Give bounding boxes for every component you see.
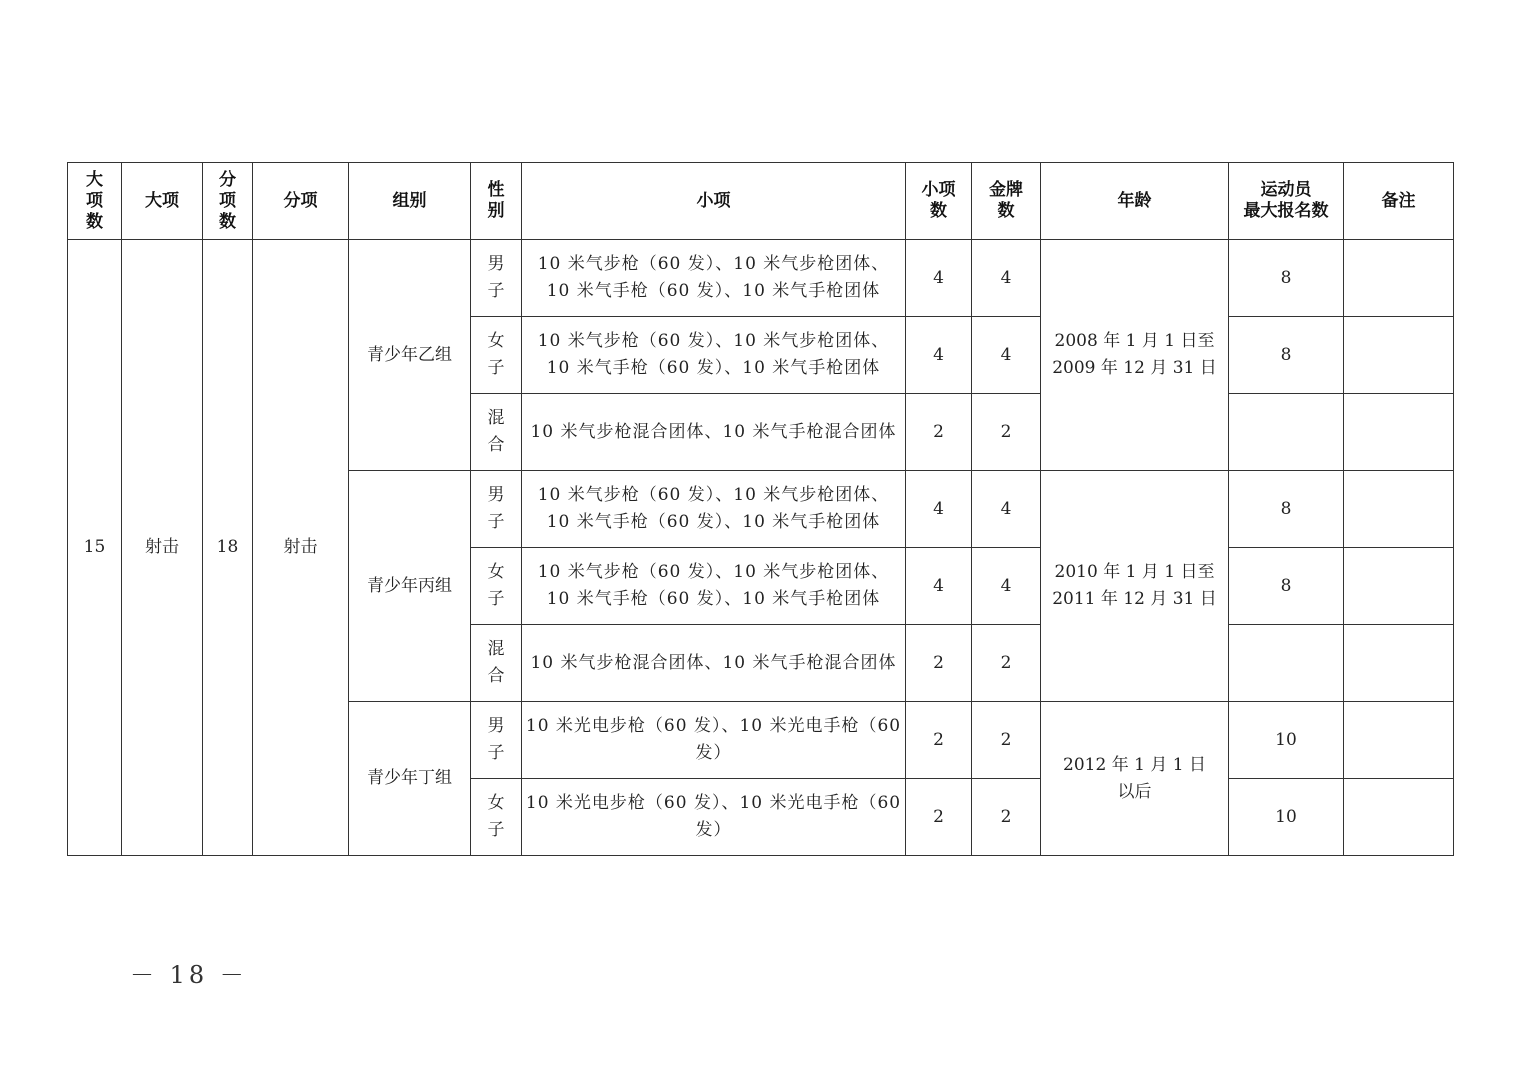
age-range: 2008 年 1 月 1 日至 2009 年 12 月 31 日 — [1041, 240, 1229, 471]
page-number: － 18 － — [130, 961, 248, 989]
max-entries-cell: 10 — [1229, 702, 1344, 779]
group-name: 青少年丙组 — [349, 471, 471, 702]
max-entries-cell: 8 — [1229, 317, 1344, 394]
gold-count-cell: 2 — [972, 394, 1041, 471]
header-row — [68, 163, 1454, 240]
gender-cell: 男 子 — [471, 471, 522, 548]
note-cell — [1344, 779, 1454, 856]
gold-count-cell: 4 — [972, 317, 1041, 394]
gender-cell: 女 子 — [471, 779, 522, 856]
events-cell: 10 米光电步枪（60 发）、10 米光电手枪（60 发） — [522, 779, 906, 856]
header-big-item: 大项 — [122, 163, 203, 240]
item-count-cell: 4 — [906, 471, 972, 548]
header-gold-count: 金牌 数 — [972, 163, 1041, 240]
big-item-count: 15 — [68, 240, 122, 856]
big-item-name: 射击 — [122, 240, 203, 856]
item-count-cell: 2 — [906, 779, 972, 856]
note-cell — [1344, 702, 1454, 779]
events-cell: 10 米气步枪混合团体、10 米气手枪混合团体 — [522, 625, 906, 702]
sub-item-name: 射击 — [253, 240, 349, 856]
header-gender: 性 别 — [471, 163, 522, 240]
max-entries-cell — [1229, 625, 1344, 702]
gender-cell: 女 子 — [471, 548, 522, 625]
table-body — [68, 240, 1454, 856]
age-range: 2010 年 1 月 1 日至 2011 年 12 月 31 日 — [1041, 471, 1229, 702]
gold-count-cell: 2 — [972, 702, 1041, 779]
header-sub-item: 分项 — [253, 163, 349, 240]
header-age: 年龄 — [1041, 163, 1229, 240]
header-note: 备注 — [1344, 163, 1454, 240]
gender-cell: 女 子 — [471, 317, 522, 394]
events-table — [67, 162, 1454, 856]
item-count-cell: 2 — [906, 625, 972, 702]
note-cell — [1344, 317, 1454, 394]
gender-cell: 混 合 — [471, 394, 522, 471]
item-count-cell: 4 — [906, 240, 972, 317]
gold-count-cell: 2 — [972, 625, 1041, 702]
item-count-cell: 4 — [906, 548, 972, 625]
item-count-cell: 4 — [906, 317, 972, 394]
events-cell: 10 米气步枪（60 发）、10 米气步枪团体、 10 米气手枪（60 发）、10 米气手枪团体 — [522, 240, 906, 317]
header-big-count: 大 项 数 — [68, 163, 122, 240]
events-cell: 10 米气步枪混合团体、10 米气手枪混合团体 — [522, 394, 906, 471]
events-cell: 10 米气步枪（60 发）、10 米气步枪团体、 10 米气手枪（60 发）、10 米气手枪团体 — [522, 317, 906, 394]
header-item-count: 小项 数 — [906, 163, 972, 240]
item-count-cell: 2 — [906, 394, 972, 471]
note-cell — [1344, 394, 1454, 471]
gender-cell: 男 子 — [471, 240, 522, 317]
group-name: 青少年丁组 — [349, 702, 471, 856]
note-cell — [1344, 471, 1454, 548]
table-row — [68, 240, 1454, 317]
max-entries-cell: 10 — [1229, 779, 1344, 856]
header-sub-count: 分 项 数 — [203, 163, 253, 240]
events-cell: 10 米气步枪（60 发）、10 米气步枪团体、 10 米气手枪（60 发）、10 米气手枪团体 — [522, 548, 906, 625]
sub-item-count: 18 — [203, 240, 253, 856]
gold-count-cell: 4 — [972, 548, 1041, 625]
header-max-entries: 运动员 最大报名数 — [1229, 163, 1344, 240]
gold-count-cell: 4 — [972, 240, 1041, 317]
gold-count-cell: 4 — [972, 471, 1041, 548]
max-entries-cell: 8 — [1229, 471, 1344, 548]
note-cell — [1344, 240, 1454, 317]
max-entries-cell: 8 — [1229, 240, 1344, 317]
group-name: 青少年乙组 — [349, 240, 471, 471]
note-cell — [1344, 548, 1454, 625]
events-cell: 10 米光电步枪（60 发）、10 米光电手枪（60 发） — [522, 702, 906, 779]
note-cell — [1344, 625, 1454, 702]
events-cell: 10 米气步枪（60 发）、10 米气步枪团体、 10 米气手枪（60 发）、10 米气手枪团体 — [522, 471, 906, 548]
item-count-cell: 2 — [906, 702, 972, 779]
gender-cell: 混 合 — [471, 625, 522, 702]
header-events: 小项 — [522, 163, 906, 240]
max-entries-cell: 8 — [1229, 548, 1344, 625]
age-range: 2012 年 1 月 1 日 以后 — [1041, 702, 1229, 856]
gold-count-cell: 2 — [972, 779, 1041, 856]
max-entries-cell — [1229, 394, 1344, 471]
gender-cell: 男 子 — [471, 702, 522, 779]
header-group: 组别 — [349, 163, 471, 240]
